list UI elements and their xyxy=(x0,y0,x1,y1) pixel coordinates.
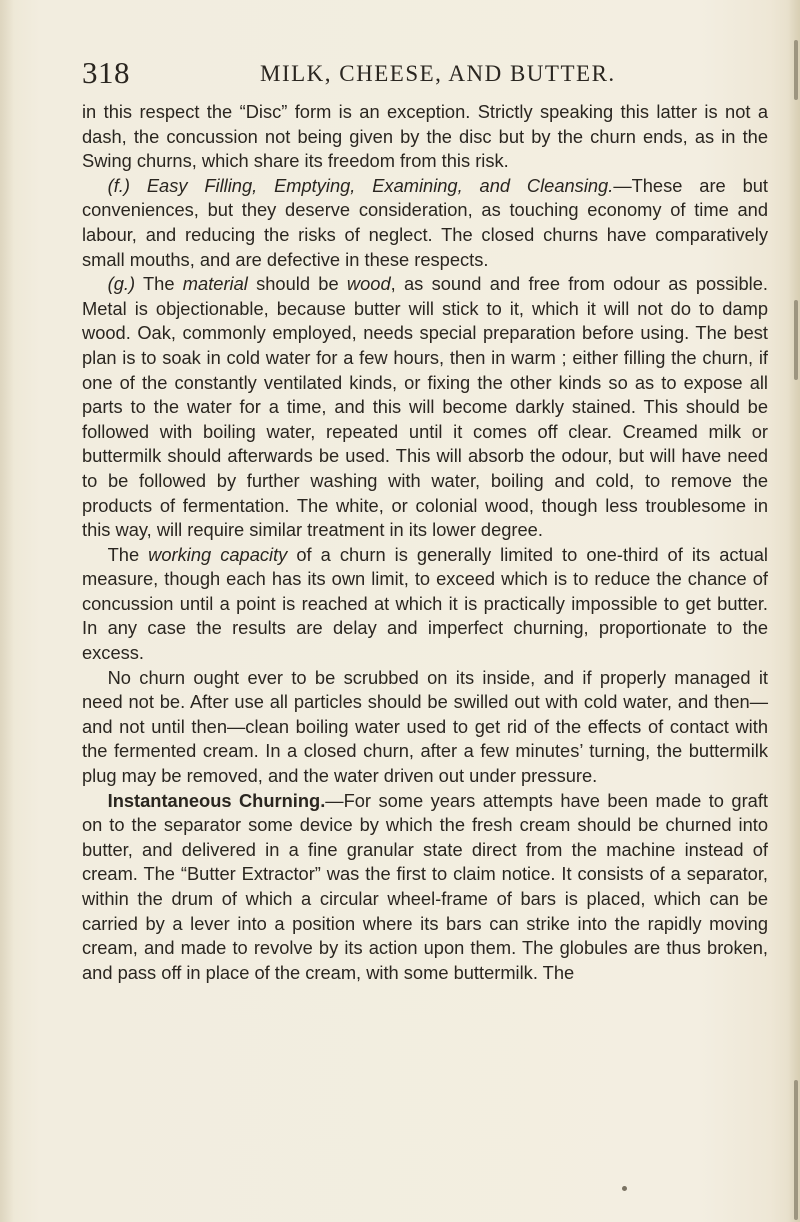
paragraph xyxy=(82,174,768,272)
running-head: MILK, CHEESE, AND BUTTER. xyxy=(260,61,616,86)
paragraph-text: of a churn is generally limited to one-third of its actual measure, though each has its own limit, to exceed which is to reduce the chance of concussion until a point is reached at which it is practically impossible to get butter. In any case the results are delay and imperfect churning, proportionate to the excess. xyxy=(82,543,768,664)
page-header xyxy=(0,55,800,95)
paragraph-text: —These are but conveniences, but they deserve consideration, as touching economy of time and labour, and reducing the risks of neglect. The closed churns have comparatively small mouths, and are defective in these respects. xyxy=(82,174,768,270)
paragraph-text: should be xyxy=(247,273,347,295)
page-number: 318 xyxy=(82,55,130,90)
body-text xyxy=(82,100,768,985)
section-heading: Instantaneous Churning. xyxy=(107,789,326,811)
emphasis: working capacity xyxy=(148,543,288,565)
paragraph xyxy=(82,789,768,986)
page-gutter-shadow xyxy=(0,0,14,1222)
paragraph-text: , as sound and free from odour as possible. Metal is objectionable, because butter will stick to it, which it will not do to damp wood. Oak, commonly employed, needs special preparation before using. The best plan is to soak in cold water for a few hours, then in warm ; either filling the churn, if one of the constantly ventilated kinds, or fixing the other kinds so as to expose all parts to the water for a time, and this will become darkly stained. This should be followed with boiling water, repeated until it comes off clear. Creamed milk or buttermilk should afterwards be used. This will absorb the odour, but will have need to be followed by further washing with water, boiling and cold, to remove the products of fermentation. The white, or colonial wood, though less troublesome in this way, will require similar treatment in its lower degree. xyxy=(82,273,768,541)
emphasis: wood xyxy=(346,273,391,295)
section-heading: Easy Filling, Emptying, Examining, and Cleansing. xyxy=(146,174,614,196)
emphasis: material xyxy=(182,273,248,295)
printer-mark xyxy=(622,1186,627,1191)
paragraph-text: The xyxy=(107,543,149,565)
edge-mark xyxy=(794,1080,798,1220)
paragraph xyxy=(82,100,768,174)
paragraph xyxy=(82,666,768,789)
section-label: (g.) xyxy=(107,273,136,295)
section-label: (f.) xyxy=(107,174,130,196)
paragraph-text: —For some years attempts have been made to graft on to the separator some device by which the fresh cream should be churned into butter, and delivered in a fine granular state direct from the machine instead of cream. The “Butter Extractor” was the first to claim notice. It consists of a separator, within the drum of which a circular wheel-frame of bars is placed, which can be carried by a lever into a position where its bars can strike into the rapidly moving cream, and made to revolve by its action upon them. The globules are thus broken, and pass off in place of the cream, with some buttermilk. The xyxy=(82,789,768,983)
paragraph-text: No churn ought ever to be scrubbed on its inside, and if properly managed it need not be. After use all particles should be swilled out with cold water, and then—and not until then—clean boiling water used to get rid of the effects of contact with the fermented cream. In a closed churn, after a few minutes’ turning, the buttermilk plug may be removed, and the water driven out under pressure. xyxy=(82,666,768,787)
edge-mark xyxy=(794,300,798,380)
paragraph-text: The xyxy=(143,273,183,295)
paragraph xyxy=(82,272,768,543)
page-edge xyxy=(788,0,800,1222)
paragraph xyxy=(82,543,768,666)
paragraph-text: in this respect the “Disc” form is an exception. Strictly speaking this latter is not a dash, the concussion not being given by the disc but by the churn ends, as in the Swing churns, which share its freedom from this risk. xyxy=(82,101,768,172)
